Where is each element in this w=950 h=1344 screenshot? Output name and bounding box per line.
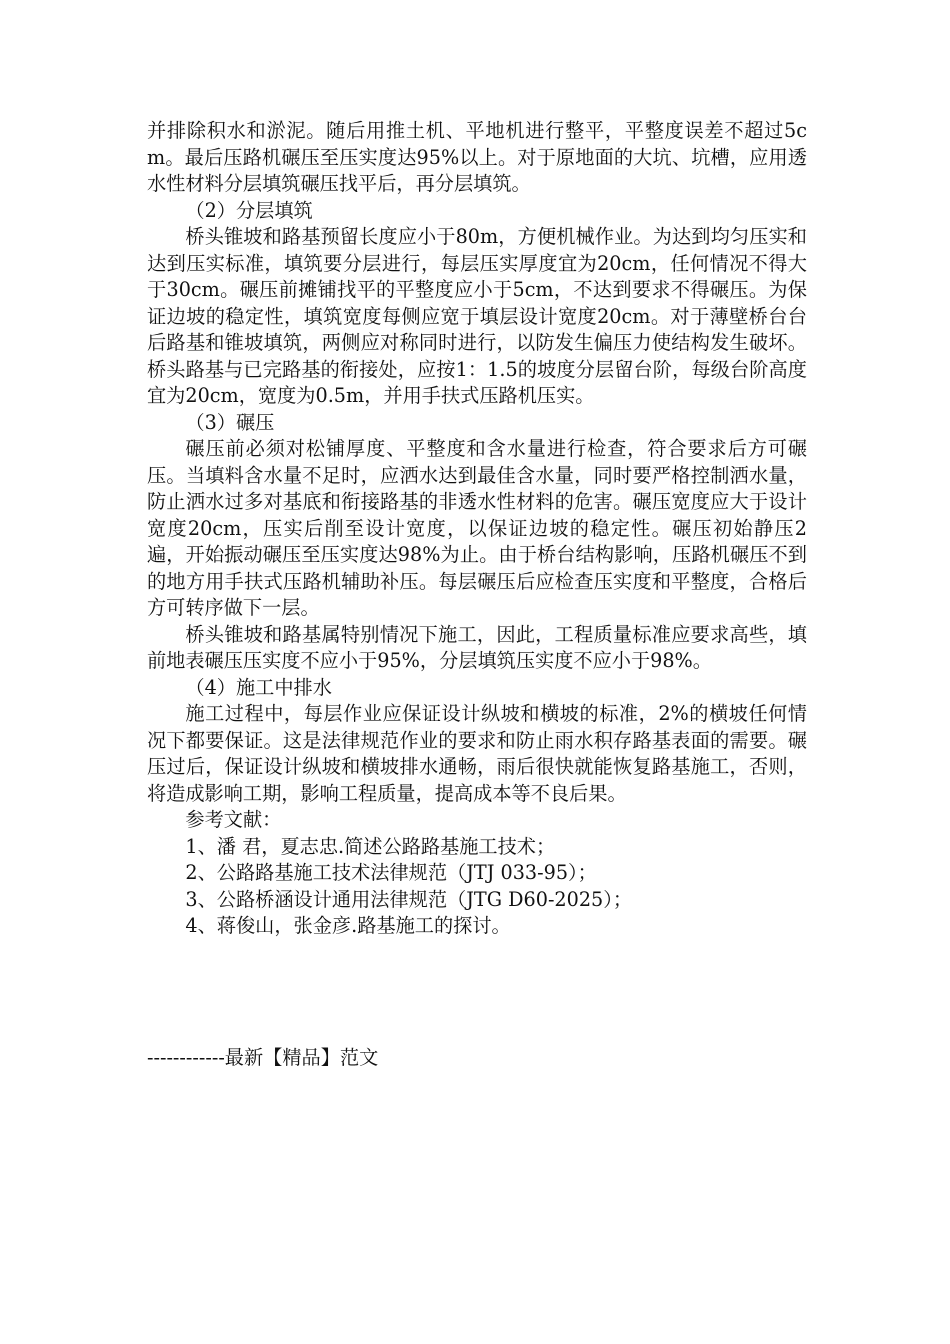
paragraph-quality-standard: 桥头锥坡和路基属特别情况下施工，因此，工程质量标准应要求高些，填前地表碾压压实度不应小于95%，分层填筑压实度不应小于98%。 <box>147 622 807 672</box>
reference-item: 1、潘 君，夏志忠.简述公路路基施工技术； <box>185 834 556 858</box>
page-footer: ------------最新【精品】范文 <box>147 1046 379 1069</box>
section-heading-layered-filling: （2）分层填筑 <box>185 198 313 222</box>
section-heading-compaction: （3）碾压 <box>185 410 275 434</box>
document-body <box>147 118 807 940</box>
paragraph-layered-filling: 桥头锥坡和路基预留长度应小于80m，方便机械作业。为达到均匀压实和达到压实标准，填筑要分层进行，每层压实厚度宜为20cm，任何情况不得大于30cm。碾压前摊铺找平的平整度应小于5cm，不达到要求不得碾压。为保证边坡的稳定性，填筑宽度每侧应宽于填层设计宽度20cm。对于薄壁桥台台后路基和锥坡填筑，两侧应对称同时进行，以防发生偏压力使结构发生破坏。桥头路基与已完路基的衔接处，应按1：1.5的坡度分层留台阶，每级台阶高度宜为20cm，宽度为0.5m，并用手扶式压路机压实。 <box>147 225 807 407</box>
reference-item: 2、公路路基施工技术法律规范（JTJ 033-95）； <box>185 861 597 884</box>
paragraph-drainage: 施工过程中，每层作业应保证设计纵坡和横坡的标准，2%的横坡任何情况下都要保证。这是法律规范作业的要求和防止雨水积存路基表面的需要。碾压过后，保证设计纵坡和横坡排水通畅，雨后很快就能恢复路基施工，否则，将造成影响工期，影响工程质量，提高成本等不良后果。 <box>147 702 807 805</box>
reference-item: 4、蒋俊山，张金彦.路基施工的探讨。 <box>185 914 511 937</box>
reference-item: 3、公路桥涵设计通用法律规范（JTG D60-2025）； <box>185 887 633 911</box>
references-list <box>147 834 807 940</box>
paragraph-intro: 并排除积水和淤泥。随后用推土机、平地机进行整平，平整度误差不超过5cm。最后压路机碾压至压实度达95%以上。对于原地面的大坑、坑槽，应用透水性材料分层填筑碾压找平后，再分层填筑。 <box>147 119 807 195</box>
section-heading-drainage: （4）施工中排水 <box>185 675 332 699</box>
references-title: 参考文献： <box>185 808 282 831</box>
paragraph-compaction: 碾压前必须对松铺厚度、平整度和含水量进行检查，符合要求后方可碾压。当填料含水量不足时，应洒水达到最佳含水量，同时要严格控制洒水量，防止洒水过多对基底和衔接路基的非透水性材料的危害。碾压宽度应大于设计宽度20cm，压实后削至设计宽度，以保证边坡的稳定性。碾压初始静压2遍，开始振动碾压至压实度达98%为止。由于桥台结构影响，压路机碾压不到的地方用手扶式压路机辅助补压。每层碾压后应检查压实度和平整度，合格后方可转序做下一层。 <box>147 437 807 619</box>
